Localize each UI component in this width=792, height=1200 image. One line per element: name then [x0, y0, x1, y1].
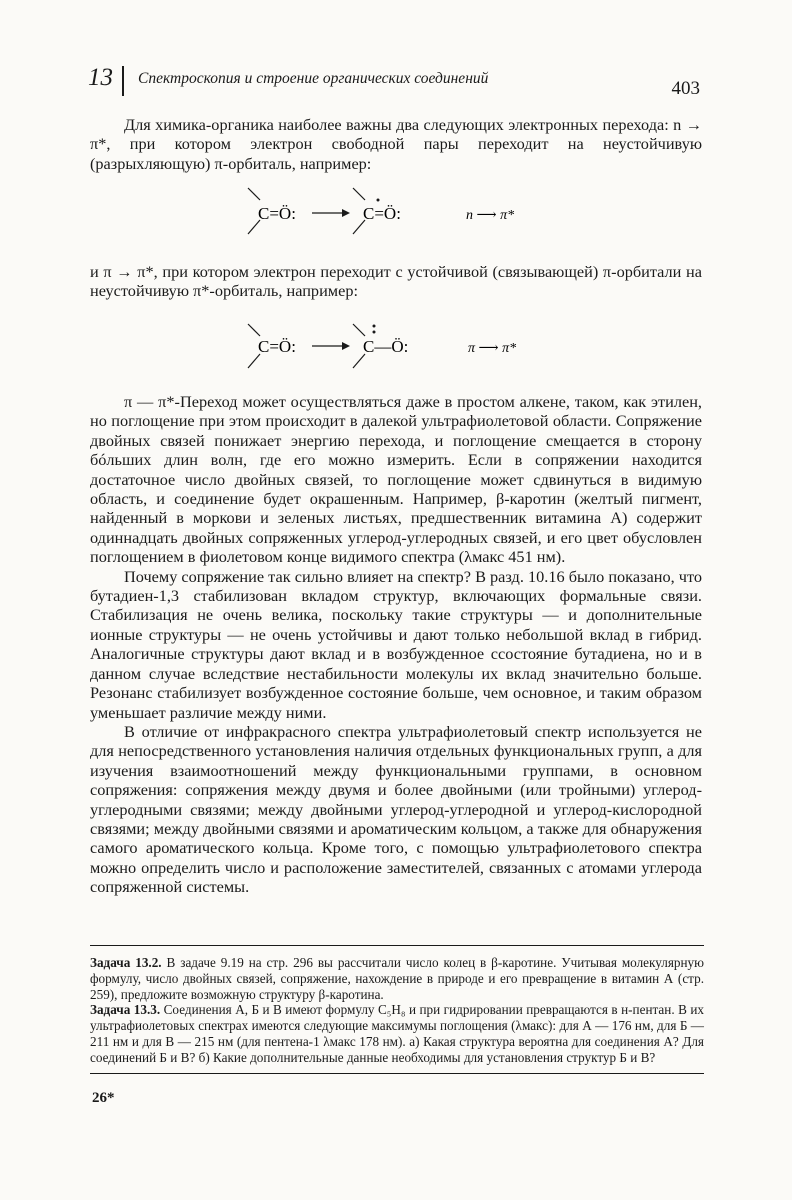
signature-mark: 26* — [92, 1090, 115, 1106]
paragraph-5: В отличие от инфракрасного спектра ультрафиолетовый спектр используется не для непосредственного установления наличия отдельных функциональных групп, а для изучения взаимоотношений между функциональными группами, в основном сопряжения: сопряжения между двумя и более двойными (или тройными) углерод-углеродными связями; между двойными углерод-углеродной и углерод-кислородной связями; между двойными связями и ароматическим кольцом, а также для обнаружения самого ароматического кольца. Кроме того, с помощью ультрафиолетового спектра можно определить число и расположение заместителей, связанных с атомами углерода сопряженной системы. — [90, 721, 702, 897]
reaction-pi-pi-svg — [90, 316, 702, 382]
notes-bottom-rule — [90, 1073, 704, 1074]
reaction-n-pi — [90, 182, 702, 248]
paragraph-1-block — [90, 115, 702, 173]
transition-label: n ⟶ π* — [466, 208, 515, 223]
problem-13-2 — [90, 955, 704, 1002]
paragraph-4: Почему сопряжение так сильно влияет на спектр? В разд. 10.16 было показано, что бутадиен-1,3 стабилизован вкладом структур, включающих формальные связи. Стабилизация не очень велика, поскольку такие структуры — и дополнительные ионные структуры — не очень устойчивы и дают только небольшой вклад в гибрид. Аналогичные структуры дают вклад и в возбужденное ссостояние бутадиена, но и в данном случае вследствие нестабильности молекулы их вклад значительно больше. Резонанс стабилизует возбужденное состояние больше, чем основное, и таким образом уменьшает различие между ними. — [90, 566, 702, 722]
problem-13-2-label: Задача 13.2. — [90, 955, 162, 970]
chapter-number: 13 — [88, 64, 113, 91]
reaction-n-pi-svg — [90, 182, 702, 248]
problem-13-3-label: Задача 13.3. — [90, 1002, 161, 1018]
problem-13-2-text: В задаче 9.19 на стр. 296 вы рассчитали число колец в β-каротине. Учитывая молекулярную формулу, число двойных связей, сопряжение, нахождение в природе и его превращение в витамин А (стр. 259), предложите возможную структуру β-каротина. — [90, 955, 705, 1002]
product-formula: C—Ö: — [363, 337, 409, 356]
paragraph-3: π — π*-Переход может осуществляться даже в простом алкене, таком, как этилен, но поглощение при этом происходит в далекой ультрафиолетовой области. Сопряжение двойных связей понижает энергию перехода, и поглощение смещается в сторону бóльших длин волн, где его можно измерить. Если в сопряжении находится достаточное число двойных связей, то поглощение может сдвинуться в видимую область, и соединение будет окрашенным. Например, β-каротин (желтый пигмент, найденный в моркови и зеленых листьях, предшественник витамина А) содержит одиннадцать двойных сопряженных углерод-углеродных связей, и его цвет обусловлен поглощением в фиолетовом конце видимого спектра (λмакс 451 нм). — [90, 392, 702, 567]
paragraph-2-block — [90, 262, 702, 301]
running-title: Спектроскопия и строение органических соединений — [138, 70, 489, 87]
problems-block — [90, 955, 704, 1066]
product-formula: C=Ö: — [363, 204, 401, 223]
paragraph-1: Для химика-органика наиболее важны два следующих электронных перехода: n → π*, при котором электрон свободной пары переходит на неустойчивую (разрыхляющую) π-орбиталь, например: — [90, 115, 702, 173]
main-text — [90, 392, 702, 897]
header-divider — [122, 66, 124, 96]
reaction-pi-pi — [90, 316, 702, 382]
paragraph-2: и π → π*, при котором электрон переходит с устойчивой (связывающей) π-орбитали на неустойчивую π*-орбиталь, например: — [90, 262, 702, 301]
problem-13-3-text: Соединения А, Б и В имеют формулу C₅H₈ и при гидрировании превращаются в н-пентан. В их ультрафиолетовых спектрах имеются следующие максимумы поглощения (λмакс): для А — 176 нм, для Б — 211 нм и для В — 215 нм (для пентена-1 λмакс 178 нм). а) Какая структура вероятна для соединения А? Для соединений Б и В? б) Какие дополнительные данные необходимы для установления структур Б и В? — [90, 1002, 705, 1065]
reactant-formula: C=Ö: — [258, 337, 296, 356]
notes-top-rule — [90, 945, 704, 946]
problem-13-3 — [90, 1002, 704, 1065]
transition-label: π ⟶ π* — [468, 341, 517, 356]
page-header — [88, 62, 702, 102]
page-number: 403 — [671, 78, 700, 99]
reactant-formula: C=Ö: — [258, 204, 296, 223]
